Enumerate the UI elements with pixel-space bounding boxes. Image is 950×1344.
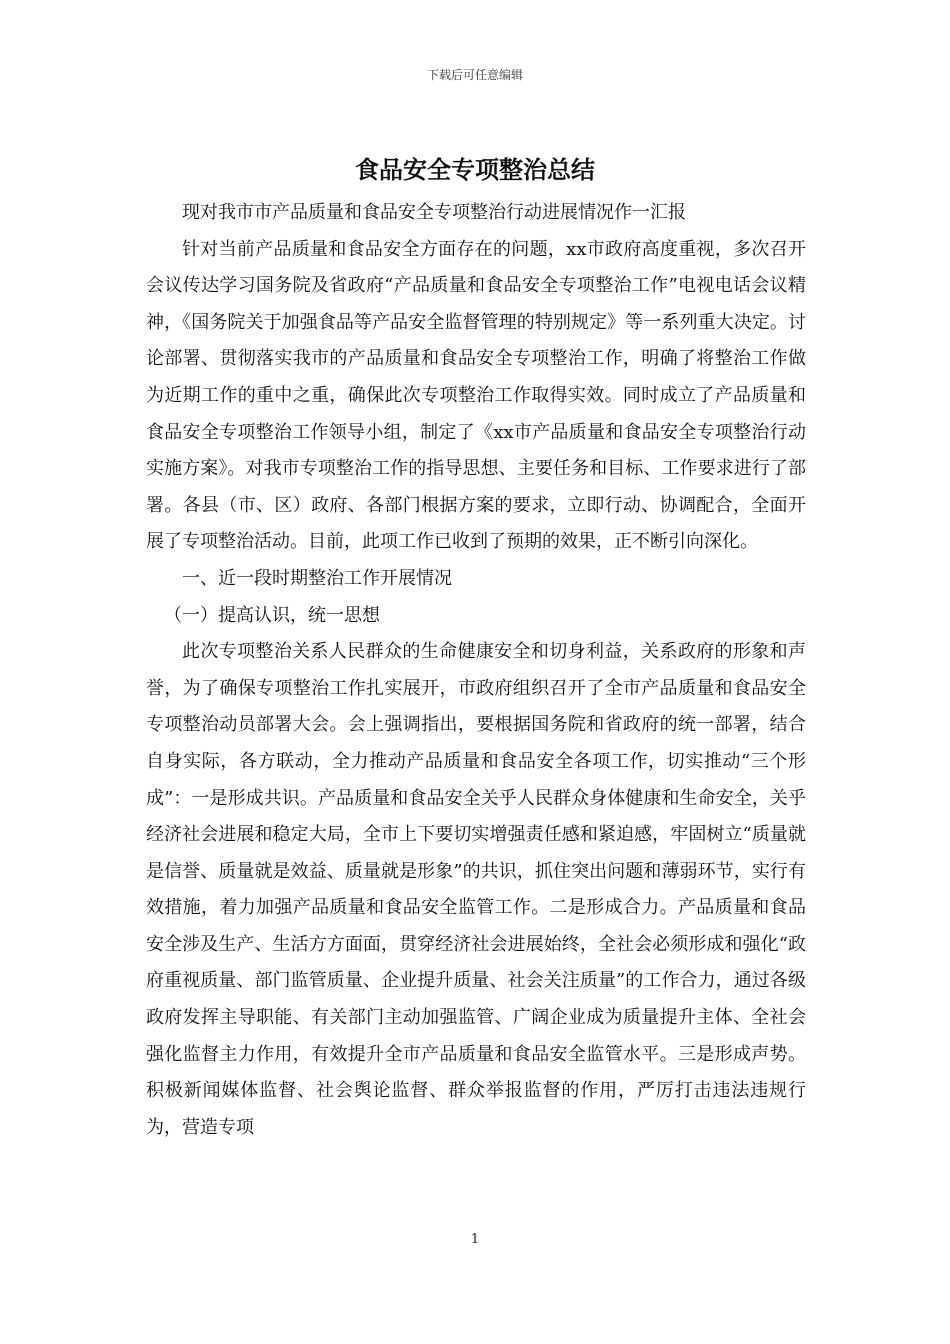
section-heading: 一、近一段时期整治工作开展情况 <box>182 567 452 589</box>
body-paragraph: 此次专项整治关系人民群众的生命健康安全和切身利益，关系政府的形象和声誉，为了确保专项整治工作扎实展开，市政府组织召开了全市产品质量和食品安全专项整治动员部署大会。会上强调指出，要根据国务院和省政府的统一部署，结合自身实际，各方联动，全力推动产品质量和食品安全各项工作，切实推动“三个形成”：一是形成共识。产品质量和食品安全关乎人民群众身体健康和生命安全，关乎经济社会进展和稳定大局，全市上下要切实增强责任感和紧迫感，牢固树立“质量就是信誉、质量就是效益、质量就是形象”的共识，抓住突出问题和薄弱环节，实行有效措施，着力加强产品质量和食品安全监管工作。二是形成合力。产品质量和食品安全涉及生产、生活方方面面，贯穿经济社会进展始终，全社会必须形成和强化“政府重视质量、部门监管质量、企业提升质量、社会关注质量”的工作合力，通过各级政府发挥主导职能、有关部门主动加强监管、广阔企业成为质量提升主体、全社会强化监督主力作用，有效提升全市产品质量和食品安全监管水平。三是形成声势。积极新闻媒体监督、社会舆论监督、群众举报监督的作用，严厉打击违法违规行为，营造专项 <box>146 641 806 1138</box>
background-paragraph: 针对当前产品质量和食品安全方面存在的问题，xx市政府高度重视，多次召开会议传达学习国务院及省政府“产品质量和食品安全专项整治工作”电视电话会议精神，《国务院关于加强食品等产品安全监督管理的特别规定》等一系列重大决定。讨论部署、贯彻落实我市的产品质量和食品安全专项整治工作，明确了将整治工作做为近期工作的重中之重，确保此次专项整治工作取得实效。同时成立了产品质量和食品安全专项整治工作领导小组，制定了《xx市产品质量和食品安全专项整治行动实施方案》。对我市专项整治工作的指导思想、主要任务和目标、工作要求进行了部署。各县（市、区）政府、各部门根据方案的要求，立即行动、协调配合，全面开展了专项整治活动。目前，此项工作已收到了预期的效果，正不断引向深化。 <box>146 238 806 553</box>
document-body <box>146 195 806 1146</box>
page-number: 1 <box>470 1232 480 1247</box>
header-note: 下载后可任意编辑 <box>426 68 523 82</box>
document-title: 食品安全专项整治总结 <box>355 155 595 184</box>
intro-paragraph: 现对我市市产品质量和食品安全专项整治行动进展情况作一汇报 <box>182 202 686 223</box>
subsection-heading: （一）提高认识，统一思想 <box>164 604 380 626</box>
